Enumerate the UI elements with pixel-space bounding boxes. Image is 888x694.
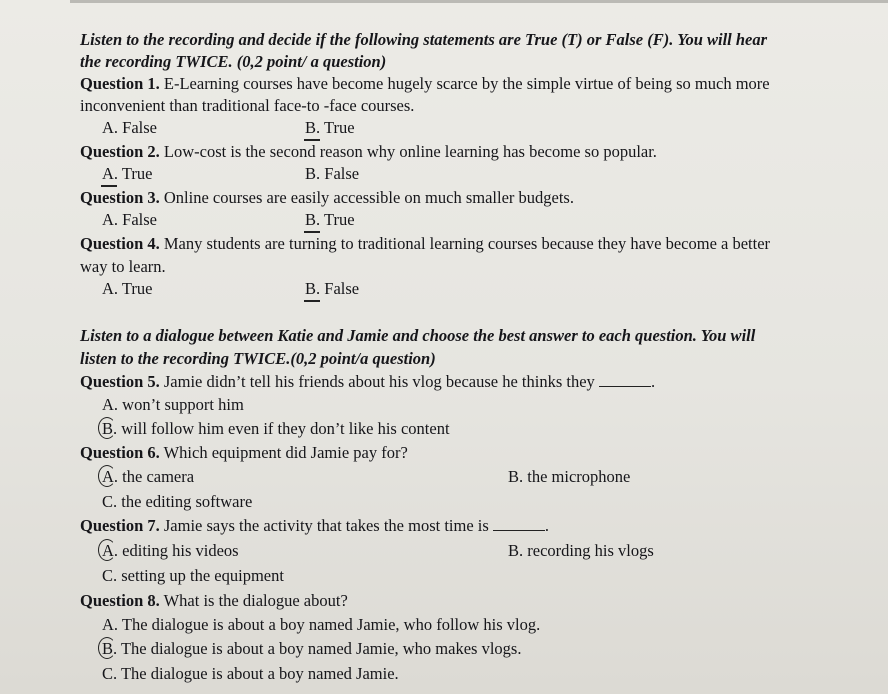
q8-option-c-text: The dialogue is about a boy named Jamie. (117, 664, 399, 683)
question-6-label: Question 6. (80, 443, 160, 462)
q8-option-b-letter: B. (102, 639, 118, 658)
q4-option-b-letter: B. (305, 279, 321, 298)
q3-option-b[interactable] (305, 210, 355, 230)
question-7-label: Question 7. (80, 516, 160, 535)
q2-option-b[interactable] (305, 164, 359, 184)
q5-option-a-text: won’t support him (118, 395, 244, 414)
q4-option-a-letter: A. (102, 279, 119, 298)
q6-option-a-text: the camera (118, 467, 195, 486)
q3-option-a-text: False (118, 210, 158, 229)
q1-option-a-letter: A. (102, 118, 119, 137)
question-2-text: Low-cost is the second reason why online learning has become so popular. (159, 142, 657, 161)
q3-option-b-letter: B. (305, 210, 321, 229)
q8-option-b-text: The dialogue is about a boy named Jamie, who makes vlogs. (117, 639, 522, 658)
question-5-label: Question 5. (80, 372, 160, 391)
question-8-text: What is the dialogue about? (159, 591, 348, 610)
q8-option-c-letter: C. (102, 664, 118, 683)
q6-option-a-letter: A. (102, 467, 119, 486)
question-1-label: Question 1. (80, 74, 160, 93)
q7-option-c-letter: C. (102, 566, 118, 585)
question-4-line2: way to learn. (80, 257, 166, 276)
q1-option-a-text: False (118, 118, 158, 137)
question-6-line (80, 443, 408, 463)
q1-option-b[interactable] (305, 118, 355, 138)
section1-instruction-line1: Listen to the recording and decide if the following statements are True (T) or False (F). You will hear (80, 30, 768, 49)
q6-option-b-letter: B. (508, 467, 524, 486)
section2-instruction-line2: listen to the recording TWICE.(0,2 point/a question) (80, 349, 436, 368)
question-3-line1 (80, 188, 574, 208)
q4-option-a[interactable] (102, 279, 152, 299)
q2-option-b-text: False (320, 164, 360, 183)
q3-option-a-letter: A. (102, 210, 119, 229)
question-5-end: . (650, 372, 656, 391)
question-1-line1 (80, 74, 770, 94)
question-7-end: . (544, 516, 550, 535)
q1-option-b-text: True (320, 118, 355, 137)
question-5-blank[interactable] (599, 372, 651, 387)
q2-option-a-letter: A. (102, 164, 119, 183)
question-7-text: Jamie says the activity that takes the most time is (159, 516, 489, 535)
question-3-label: Question 3. (80, 188, 160, 207)
question-4-label: Question 4. (80, 234, 160, 253)
q8-option-c[interactable] (102, 664, 399, 684)
q2-option-a-text: True (118, 164, 153, 183)
question-8-line (80, 591, 348, 611)
question-3-text: Online courses are easily accessible on much smaller budgets. (159, 188, 574, 207)
page-top-edge (70, 0, 888, 3)
q5-option-b[interactable] (102, 419, 450, 439)
q1-option-a[interactable] (102, 118, 157, 138)
q2-option-a[interactable] (102, 164, 152, 184)
q7-option-b[interactable] (508, 541, 654, 561)
q7-option-b-letter: B. (508, 541, 524, 560)
q4-option-b-text: False (320, 279, 360, 298)
q5-option-a[interactable] (102, 395, 244, 415)
q5-option-b-letter: B. (102, 419, 118, 438)
q6-option-b-text: the microphone (523, 467, 631, 486)
question-4-text: Many students are turning to traditional learning courses because they have become a better (159, 234, 771, 253)
question-7-blank[interactable] (493, 516, 545, 531)
q3-option-b-text: True (320, 210, 355, 229)
q1-option-b-letter: B. (305, 118, 321, 137)
question-8-label: Question 8. (80, 591, 160, 610)
q7-option-b-text: recording his vlogs (523, 541, 654, 560)
question-5-text: Jamie didn’t tell his friends about his vlog because he thinks they (159, 372, 595, 391)
q7-option-a-letter: A. (102, 541, 119, 560)
q5-option-a-letter: A. (102, 395, 119, 414)
question-1-line2: inconvenient than traditional face-to -face courses. (80, 96, 415, 115)
question-4-line1 (80, 234, 770, 254)
q7-option-a[interactable] (102, 541, 239, 561)
question-2-line1 (80, 142, 657, 162)
q4-option-a-text: True (118, 279, 153, 298)
question-1-text: E-Learning courses have become hugely scarce by the simple virtue of being so much more (159, 74, 770, 93)
section1-instruction-line2: the recording TWICE. (0,2 point/ a question) (80, 52, 387, 71)
q2-option-b-letter: B. (305, 164, 321, 183)
q7-option-c-text: setting up the equipment (117, 566, 284, 585)
q3-option-a[interactable] (102, 210, 157, 230)
q5-option-b-text: will follow him even if they don’t like his content (117, 419, 450, 438)
q6-option-c-letter: C. (102, 492, 118, 511)
question-2-label: Question 2. (80, 142, 160, 161)
q7-option-c[interactable] (102, 566, 284, 586)
q6-option-c[interactable] (102, 492, 252, 512)
q8-option-a-letter: A. (102, 615, 119, 634)
q8-option-b[interactable] (102, 639, 521, 659)
q8-option-a[interactable] (102, 615, 540, 635)
q7-option-a-text: editing his videos (118, 541, 239, 560)
q6-option-b[interactable] (508, 467, 630, 487)
q6-option-a[interactable] (102, 467, 194, 487)
question-6-text: Which equipment did Jamie pay for? (159, 443, 408, 462)
q6-option-c-text: the editing software (117, 492, 253, 511)
q8-option-a-text: The dialogue is about a boy named Jamie, who follow his vlog. (118, 615, 541, 634)
question-7-line (80, 516, 549, 536)
q4-option-b[interactable] (305, 279, 359, 299)
question-5-line (80, 372, 655, 392)
section2-instruction-line1: Listen to a dialogue between Katie and Jamie and choose the best answer to each question. You will (80, 326, 756, 345)
